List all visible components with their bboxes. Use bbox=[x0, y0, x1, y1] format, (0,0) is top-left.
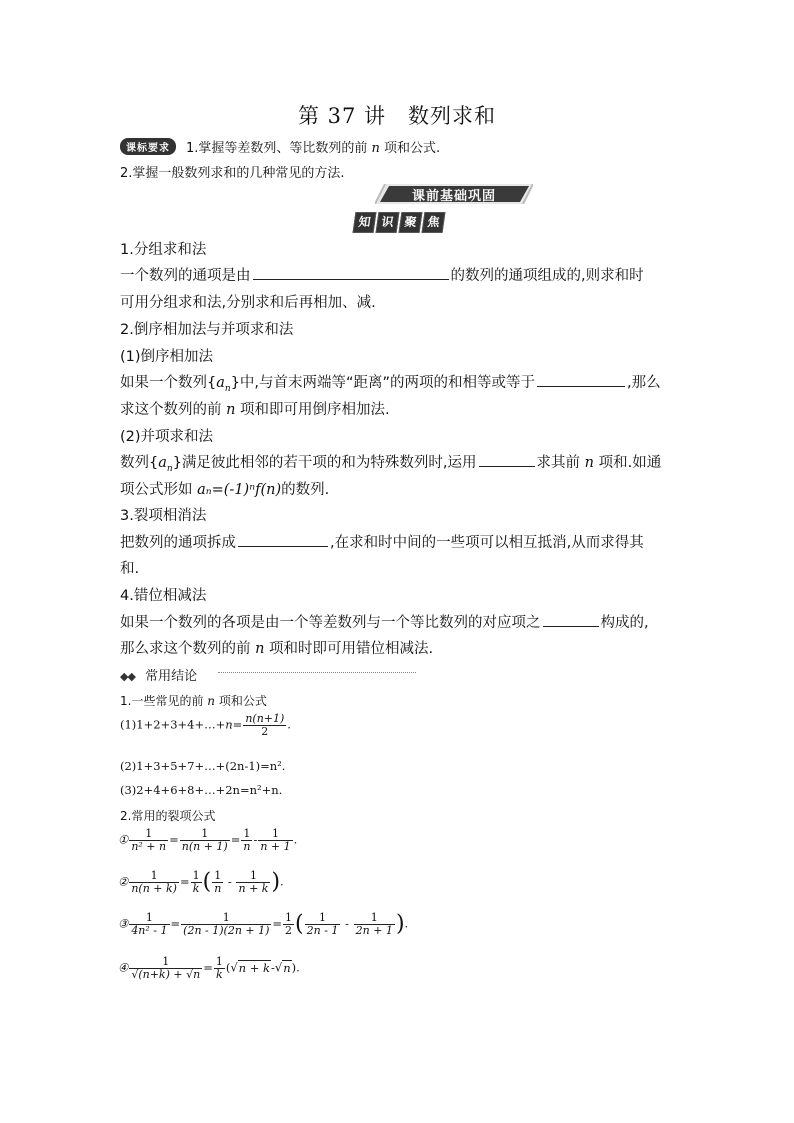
section-2-heading: 2.倒序相加法与并项求和法 bbox=[120, 322, 294, 338]
text: }满足彼此相邻的若干项的和为特殊数列时,运用 bbox=[172, 455, 477, 471]
text: 求其前 bbox=[536, 455, 585, 471]
conclusions-heading: 常用结论 bbox=[145, 669, 198, 684]
denominator: n + 1 bbox=[260, 840, 291, 853]
fraction bbox=[212, 870, 223, 895]
fill-blank bbox=[479, 452, 535, 467]
telescoping-formula-2: ② $\frac{1}{n(n + k)}$ = $\frac{1}{k}$ ( $\frac{1}{n}$ - $\frac{1}{n + k}$ ). bbox=[118, 869, 284, 895]
denominator: n(n + 1) bbox=[181, 840, 228, 853]
text: 项和.如通 bbox=[593, 455, 662, 471]
text: }中,与首末两端等“距离”的两项的和相等或等于 bbox=[230, 375, 536, 391]
numerator: 1 bbox=[243, 827, 251, 840]
section-2-sub-2: (2)并项求和法 bbox=[120, 429, 214, 445]
requirements-line-2: 2.掌握一般数列求和的几种常见的方法. bbox=[120, 166, 345, 181]
text: 的数列的通项组成的,则求和时 bbox=[450, 268, 644, 284]
fill-blank bbox=[537, 372, 625, 387]
numerator: 1 bbox=[201, 827, 209, 840]
numerator: 1 bbox=[214, 869, 222, 882]
label: ④ bbox=[118, 960, 129, 975]
text: ,在求和时中间的一些项可以相互抵消,从而求得其 bbox=[330, 535, 644, 551]
section-2-sub-1-line-2 bbox=[120, 398, 390, 419]
denominator: 2 bbox=[243, 725, 286, 738]
section-4-line-2 bbox=[120, 637, 433, 658]
fraction bbox=[258, 828, 292, 853]
knowledge-char: 知 bbox=[353, 212, 377, 233]
text: (1)1+2+3+4+…+ bbox=[120, 717, 226, 732]
knowledge-char: 识 bbox=[376, 212, 400, 233]
denominator: (2n - 1)(2n + 1) bbox=[183, 924, 270, 937]
page-title: 第 37 讲 数列求和 bbox=[297, 104, 497, 128]
label: ③ bbox=[118, 916, 129, 931]
telescoping-formula-1: ① $\frac{1}{\text{n² + n}}$ = $\frac{1}{n(n + 1)}$ = $\frac{1}{n}$ - $\frac{1}{n + 1}$ . bbox=[118, 827, 298, 853]
fraction bbox=[191, 870, 202, 895]
label: ② bbox=[118, 874, 129, 889]
formula-sum-even: (3)2+4+6+8+…+2n=n²+n. bbox=[120, 783, 283, 797]
denominator: k bbox=[214, 968, 225, 981]
conclusions-heading-row bbox=[120, 665, 197, 684]
telescoping-formula-4: ④ $\frac{1}{√(n+k) + √n}$ = $\frac{1}{k}$ (√n + k-√n). bbox=[118, 955, 300, 981]
denominator: 2n - 1 bbox=[306, 924, 339, 937]
fill-blank bbox=[238, 532, 328, 547]
formula-sum-odd: (2)1+3+5+7+…+(2n-1)=n². bbox=[120, 759, 286, 773]
section-2-sub-1: (1)倒序相加法 bbox=[120, 349, 214, 365]
fraction bbox=[129, 912, 169, 937]
text: 一个数列的通项是由 bbox=[120, 268, 251, 284]
requirements-badge: 课标要求 bbox=[120, 138, 176, 155]
conclusions-sub-1 bbox=[120, 692, 267, 709]
denominator: n² + n bbox=[131, 840, 167, 853]
text: 项和公式 bbox=[215, 694, 267, 708]
fill-blank bbox=[253, 265, 449, 280]
numerator: 1 bbox=[215, 955, 223, 968]
label: ① bbox=[118, 832, 129, 847]
knowledge-char: 聚 bbox=[399, 212, 423, 233]
knowledge-char: 焦 bbox=[422, 212, 446, 233]
diamond-icon: ◆◆ bbox=[120, 670, 135, 683]
telescoping-formula-3: ③ $\frac{1}{\text{4n² - 1}}$ = $\frac{1}{(2n - 1)(2n + 1)}$ = $\frac{1}{2}$ ( $\frac{1}{2n - 1}$ - $\frac{1}{2n + 1}$ ). bbox=[118, 911, 409, 937]
denominator: n + k bbox=[238, 882, 269, 895]
section-3-line-2: 和. bbox=[120, 561, 140, 577]
section-1-heading: 1.分组求和法 bbox=[120, 242, 207, 258]
knowledge-badge bbox=[354, 211, 446, 233]
fraction bbox=[305, 912, 341, 937]
text: 那么求这个数列的前 bbox=[120, 641, 256, 657]
text: 如果一个数列{ bbox=[120, 375, 217, 391]
numerator: 1 bbox=[192, 869, 200, 882]
section-1-line-2: 可用分组求和法,分别求和后再相加、减. bbox=[120, 295, 376, 311]
denominator: k bbox=[191, 882, 202, 895]
var-sub: n bbox=[224, 383, 231, 394]
radicand: n bbox=[283, 960, 291, 975]
numerator: 1 bbox=[145, 827, 153, 840]
formula: aₙ=(-1)ⁿf(n) bbox=[197, 482, 282, 498]
conclusions-sub-2: 2.常用的裂项公式 bbox=[120, 809, 216, 823]
text: 的数列. bbox=[281, 482, 330, 498]
var: a bbox=[216, 375, 225, 391]
denominator: n bbox=[243, 840, 251, 853]
numerator: 1 bbox=[162, 955, 170, 968]
denominator: √(n+k) + √n bbox=[131, 968, 201, 981]
var: n bbox=[225, 717, 233, 732]
var: n bbox=[226, 402, 236, 418]
text: 项公式形如 bbox=[120, 482, 198, 498]
fraction bbox=[243, 713, 286, 738]
text: 数列{ bbox=[120, 455, 159, 471]
numerator: 1 bbox=[249, 869, 257, 882]
req-var: n bbox=[371, 141, 380, 156]
denominator: n(n + k) bbox=[131, 882, 177, 895]
fraction bbox=[181, 912, 271, 937]
numerator: 1 bbox=[271, 827, 279, 840]
section-4-heading: 4.错位相减法 bbox=[120, 588, 207, 604]
text: = bbox=[232, 717, 243, 732]
var-sub: n bbox=[166, 463, 173, 474]
var: n bbox=[255, 641, 265, 657]
section-1-line-1 bbox=[120, 264, 644, 285]
fraction bbox=[180, 828, 230, 853]
section-2-sub-2-line-2 bbox=[120, 478, 329, 499]
numerator: 1 bbox=[150, 869, 158, 882]
text: 项和即可用倒序相加法. bbox=[235, 402, 390, 418]
text: 求这个数列的前 bbox=[120, 402, 227, 418]
var: a bbox=[158, 455, 167, 471]
var: n bbox=[584, 455, 594, 471]
text: 如果一个数列的各项是由一个等差数列与一个等比数列的对应项之 bbox=[120, 615, 541, 631]
dotted-divider bbox=[218, 672, 416, 673]
fraction bbox=[354, 912, 395, 937]
text: 1.一些常见的前 bbox=[120, 694, 208, 708]
fraction bbox=[129, 870, 179, 895]
numerator: 1 bbox=[319, 911, 327, 924]
text: 把数列的通项拆成 bbox=[120, 535, 236, 551]
numerator: 1 bbox=[370, 911, 378, 924]
numerator: n(n+1) bbox=[245, 712, 285, 725]
numerator: 1 bbox=[145, 911, 153, 924]
denominator: 2 bbox=[285, 924, 293, 937]
denominator: 4n² - 1 bbox=[131, 924, 168, 937]
denominator: 2n + 1 bbox=[355, 924, 393, 937]
req-text: 1.掌握等差数列、等比数列的前 bbox=[186, 141, 372, 156]
denominator: n bbox=[214, 882, 222, 895]
fraction bbox=[241, 828, 252, 853]
fraction bbox=[214, 956, 225, 981]
fraction bbox=[236, 870, 270, 895]
section-2-sub-1-line-1 bbox=[120, 371, 661, 394]
fill-blank bbox=[543, 612, 599, 627]
text: 项和时即可用错位相减法. bbox=[264, 641, 434, 657]
section-2-sub-2-line-1 bbox=[120, 451, 661, 474]
numerator: 1 bbox=[285, 911, 293, 924]
fraction bbox=[129, 828, 168, 853]
fraction bbox=[283, 912, 294, 937]
fraction bbox=[129, 956, 202, 981]
text: ,那么 bbox=[627, 375, 661, 391]
section-3-line-1 bbox=[120, 531, 644, 552]
var: n bbox=[207, 694, 215, 708]
section-banner-label: 课前基础巩固 bbox=[411, 189, 496, 204]
text: 构成的, bbox=[600, 615, 649, 631]
numerator: 1 bbox=[222, 911, 230, 924]
radicand: n + k bbox=[238, 960, 270, 975]
section-4-line-1 bbox=[120, 611, 649, 632]
req-text: 项和公式. bbox=[379, 141, 441, 156]
formula-sum-n bbox=[120, 713, 291, 738]
requirements-line-1 bbox=[120, 137, 440, 156]
section-3-heading: 3.裂项相消法 bbox=[120, 508, 207, 524]
text: . bbox=[287, 717, 291, 732]
